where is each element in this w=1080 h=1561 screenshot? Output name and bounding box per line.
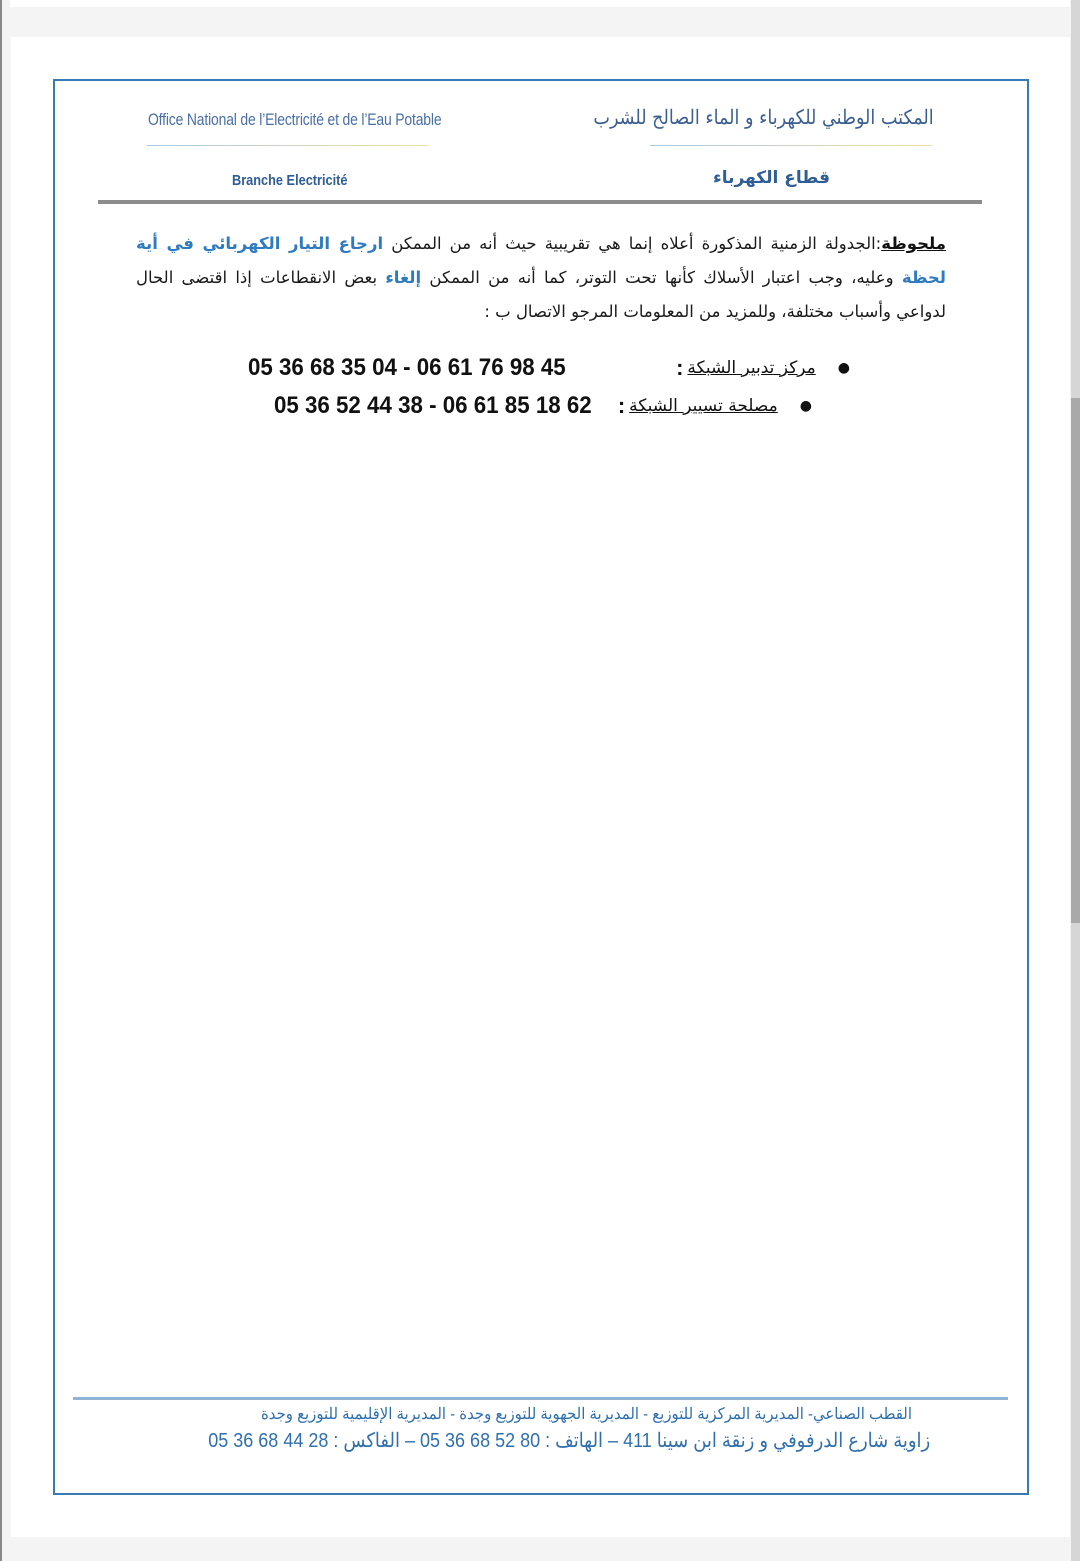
footer-address-contact: زاوية شارع الدرفوفي و زنقة ابن سينا 411 – الهاتف : 80 52 68 36 05 – الفاكس : 28 44 68 36 05 <box>207 1430 930 1452</box>
vertical-scrollbar[interactable] <box>1071 0 1080 1561</box>
contact-label: مصلحة تسيير الشبكة <box>629 396 778 416</box>
org-name-french: Office National de l’Electricité et de l’Eau Potable <box>148 110 442 129</box>
footer-separator <box>73 1397 1008 1400</box>
branch-name-arabic: قطاع الكهرباء <box>713 168 830 188</box>
note-highlight-cancel: إلغاء <box>385 268 422 287</box>
note-text-1: :الجدولة الزمنية المذكورة أعلاه إنما هي تقريبية حيث أنه من الممكن <box>383 234 882 253</box>
contact-label: مركز تدبير الشبكة <box>687 358 816 378</box>
org-name-arabic: المكتب الوطني للكهرباء و الماء الصالح للشرب <box>593 105 934 129</box>
note-label: ملحوظة <box>881 234 946 253</box>
footer-directorate: القطب الصناعي- المديرية المركزية للتوزيع - المديرية الجهوية للتوزيع وجدة - المديرية الإقليمية للتوزيع وجدة <box>261 1406 912 1423</box>
note-text-3: بعض الانقطاعات إذا اقتضى الحال لدواعي وأسباب مختلفة، وللمزيد من المعلومات المرجو الاتصال ب : <box>136 268 946 321</box>
contact-colon: : <box>617 393 626 418</box>
bullet-icon: ● <box>837 360 850 376</box>
note-text-2: وعليه، وجب اعتبار الأسلاك كأنها تحت التوتر، كما أنه من الممكن <box>421 268 902 287</box>
contact-item-network-operations-service <box>262 392 812 420</box>
contact-colon: : <box>676 355 684 380</box>
contact-phone-numbers: 05 36 52 44 38 - 06 61 85 18 62 <box>274 392 592 419</box>
header-underline-french <box>147 145 428 146</box>
bullet-icon: ● <box>799 398 812 414</box>
contact-phone-numbers: 05 36 68 35 04 - 06 61 76 98 45 <box>248 354 567 381</box>
contact-item-network-management-center <box>236 354 850 382</box>
header-separator <box>98 200 982 204</box>
previous-page-bottom <box>10 0 1070 7</box>
scrollbar-thumb[interactable] <box>1071 398 1080 923</box>
viewer-left-edge <box>0 0 2 1561</box>
branch-name-french: Branche Electricité <box>232 172 348 189</box>
disclaimer-note <box>136 227 946 329</box>
note-highlight-restore-power: ارجاع التيار الكهربائي في أية لحظة <box>136 234 946 287</box>
header-underline-arabic <box>650 145 932 146</box>
